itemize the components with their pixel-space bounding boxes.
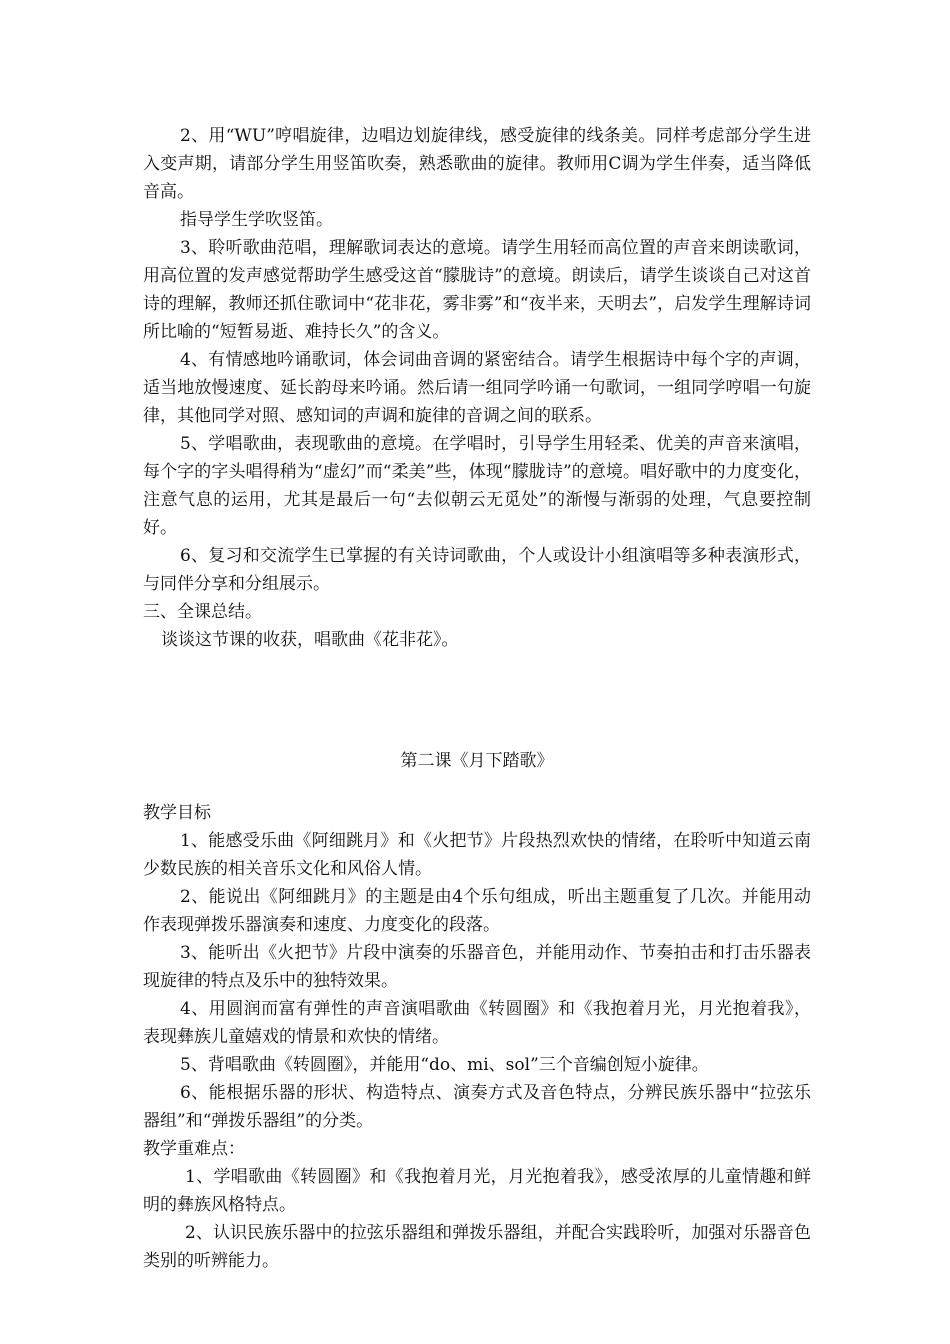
paragraph-step-5: 5、学唱歌曲，表现歌曲的意境。在学唱时，引导学生用轻柔、优美的声音来演唱，每个字的字头唱得稍为“虚幻”而“柔美”些，体现“朦胧诗”的意境。唱好歌中的力度变化，注意气息的运用，尤其是最后一句“去似朝云无觅处”的渐慢与渐弱的处理，气息要控制好。 bbox=[143, 434, 811, 538]
paragraph-step-3: 3、聆听歌曲范唱，理解歌词表达的意境。请学生用轻而高位置的声音来朗读歌词，用高位置的发声感觉帮助学生感受这首“朦胧诗”的意境。朗读后，请学生谈谈自己对这首诗的理解，教师还抓住歌词中“花非花，雾非雾”和“夜半来，天明去”，启发学生理解诗词所比喻的“短暂易逝、难持长久”的含义。 bbox=[143, 238, 811, 342]
lesson-title: 第二课《月下踏歌》 bbox=[400, 751, 554, 771]
key-point-item: 1、学唱歌曲《转圆圈》和《我抱着月光，月光抱着我》，感受浓厚的儿童情趣和鲜明的彝族风格特点。 bbox=[143, 1167, 811, 1215]
paragraph-step-4: 4、有情感地吟诵歌词，体会词曲音调的紧密结合。请学生根据诗中每个字的声调，适当地放慢速度、延长韵母来吟诵。然后请一组同学吟诵一句歌词，一组同学哼唱一句旋律，其他同学对照、感知词的声调和旋律的音调之间的联系。 bbox=[143, 350, 811, 426]
paragraph-step-6: 6、复习和交流学生已掌握的有关诗词歌曲，个人或设计小组演唱等多种表演形式，与同伴分享和分组展示。 bbox=[143, 546, 811, 594]
summary-heading: 三、全课总结。 bbox=[143, 602, 262, 622]
lesson-continuation bbox=[143, 122, 811, 654]
goal-item: 6、能根据乐器的形状、构造特点、演奏方式及音色特点，分辨民族乐器中“拉弦乐器组”和“弹拨乐器组”的分类。 bbox=[143, 1083, 811, 1131]
goal-item: 5、背唱歌曲《转圆圈》，并能用“do、mi、sol”三个音编创短小旋律。 bbox=[180, 1055, 709, 1075]
goal-item: 2、能说出《阿细跳月》的主题是由4个乐句组成，听出主题重复了几次。并能用动作表现弹拨乐器演奏和速度、力度变化的段落。 bbox=[143, 887, 811, 935]
goal-item: 1、能感受乐曲《阿细跳月》和《火把节》片段热烈欢快的情绪，在聆听中知道云南少数民族的相关音乐文化和风俗人情。 bbox=[143, 831, 811, 879]
goal-item: 3、能听出《火把节》片段中演奏的乐器音色，并能用动作、节奏拍击和打击乐器表现旋律的特点及乐中的独特效果。 bbox=[143, 943, 811, 991]
key-points-heading: 教学重难点： bbox=[143, 1139, 245, 1159]
goals-heading: 教学目标 bbox=[143, 803, 211, 823]
paragraph-recorder-guide: 指导学生学吹竖笛。 bbox=[180, 210, 333, 230]
summary-text: 谈谈这节课的收获，唱歌曲《花非花》。 bbox=[161, 630, 459, 650]
goal-item: 4、用圆润而富有弹性的声音演唱歌曲《转圆圈》和《我抱着月光，月光抱着我》，表现彝族儿童嬉戏的情景和欢快的情绪。 bbox=[143, 999, 811, 1047]
key-point-item: 2、认识民族乐器中的拉弦乐器组和弹拨乐器组，并配合实践聆听，加强对乐器音色类别的听辨能力。 bbox=[143, 1223, 811, 1271]
paragraph-step-2: 2、用“WU”哼唱旋律，边唱边划旋律线，感受旋律的线条美。同样考虑部分学生进入变声期，请部分学生用竖笛吹奏，熟悉歌曲的旋律。教师用C调为学生伴奏，适当降低音高。 bbox=[143, 126, 811, 202]
lesson-two-section bbox=[143, 747, 811, 1275]
